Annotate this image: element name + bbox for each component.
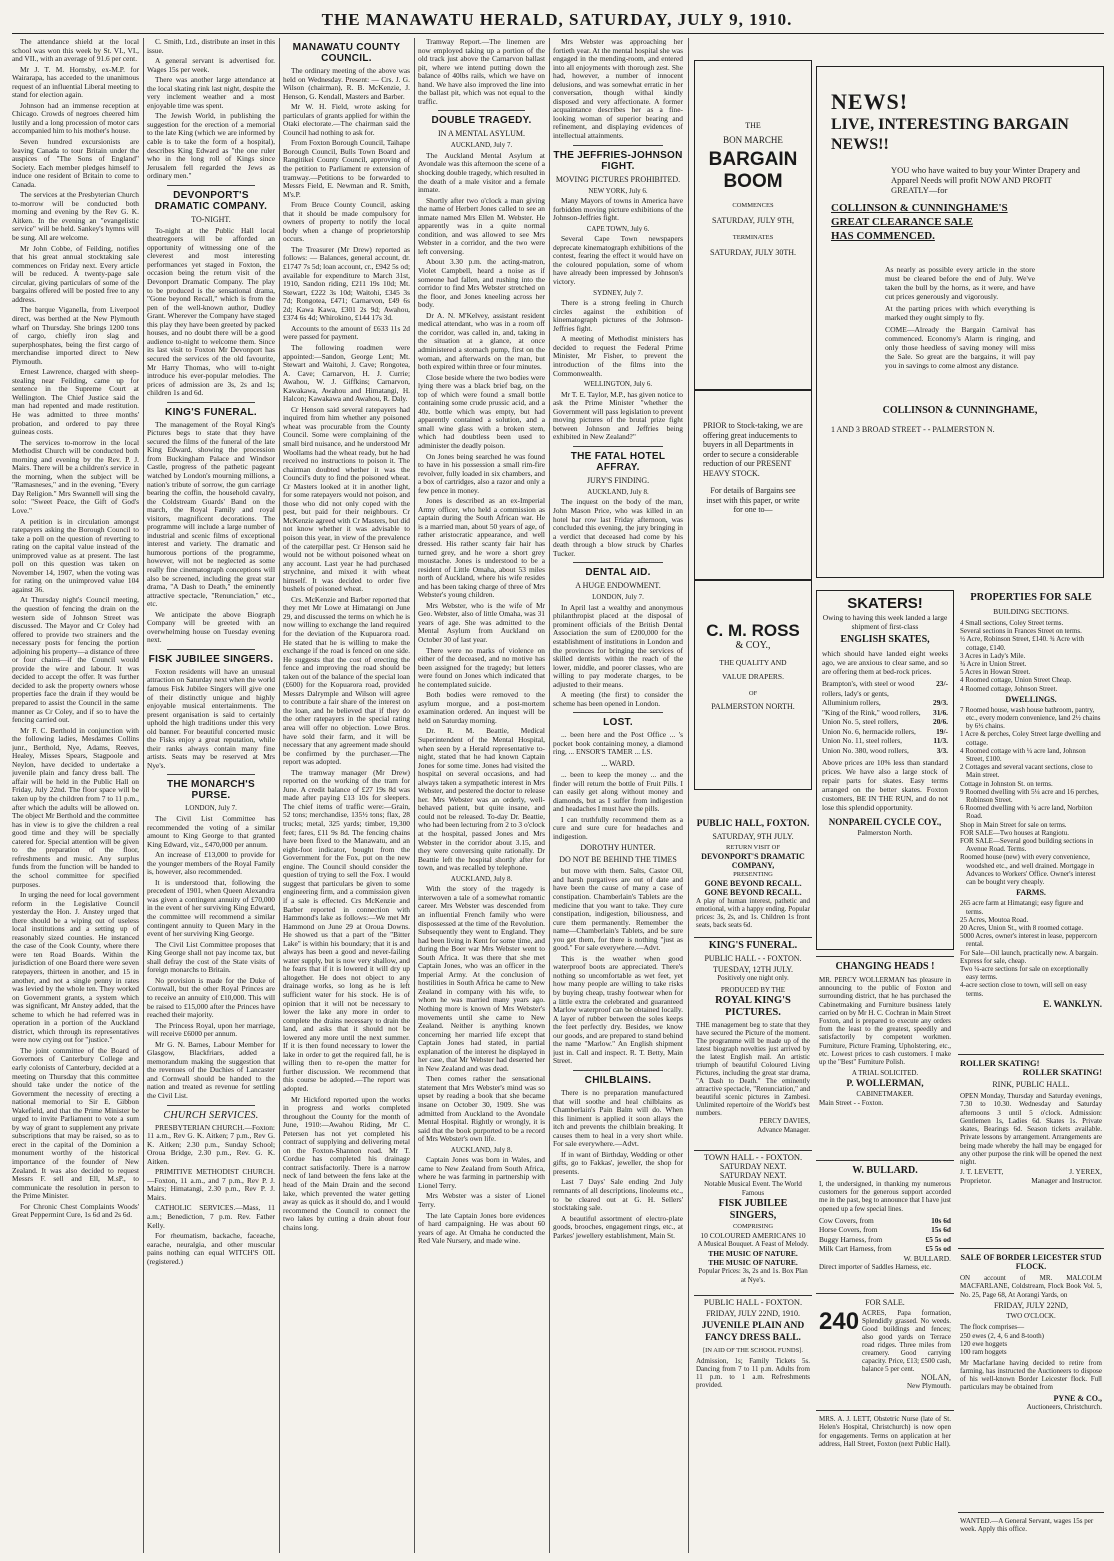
separator-rule — [167, 402, 255, 403]
paragraph: Johnson had an immense reception at Chicago. Crowds of negroes cheered him lustily and a long procession of motor cars accompanied him to his mother's house. — [12, 100, 139, 136]
article-subheading: IN A MENTAL ASYLUM. — [437, 129, 526, 139]
c-m-ross-advert: C. M. ROSS & COY., THE QUALITY AND VALUE DRAPERS. OF PALMERSTON NORTH. — [694, 580, 812, 790]
paragraph: The Treasurer (Mr Drew) reported as follows: — Balances, general account, dr. £1747 7s 5d; loan account, cr., £942 5s od; available for expenditure to March 31st, 1910, Sandon riding, £211 19s 10d; Mt. Stewart, £222 3s 10d; Waitohi, £345 3s 7d; Rongotea, £471; Carnarvon, £49 6s 2d; Kawa Kawa, £301 2s 9d; Awahou, £374 6s 4d; Whirokino, £144 17s 3d. — [283, 244, 410, 323]
list-item: 9 Roomed dwelling with 5¼ acre and 16 perches, Robinson Street. — [960, 787, 1099, 805]
paragraph: We anticipate the above Biograph Company will be greeted with an overwhelming house on Tuesday evening next. — [147, 609, 275, 645]
dateline: AUCKLAND, July 8. — [450, 874, 513, 883]
item-price: 31/6. — [933, 707, 948, 717]
article-headline: LOST. — [603, 717, 633, 729]
list-item: FOR SALE—Several good building sections in Avenue Road. Terms. — [960, 837, 1094, 854]
paragraph: The inquest on the body of the man, John Mason Price, who was killed in an hotel bar row last Friday afternoon, was concluded this evening, the jury bringing in a verdict that deceased had come by his death through a blow struck by Charles Tucker. — [553, 497, 683, 558]
column-rule — [688, 38, 689, 1553]
paragraph: ... been to keep the money ... and the finder will return the bottle of Fruit Pills. I can easily get along without money and diamonds, but as I suffer from indigestion and headaches I must have the pills. — [553, 770, 683, 814]
paragraph: To-night at the Public Hall local theatregoers will be afforded an opportunity of witnessing one of the cleverest and most interesting performances yet staged in Foxton, the occasion being the return visit of the Devonport Dramatic Company. The play to be produced is the sensational drama, "Gone beyond Recall," which is from the pen of the well-known author, Dudley Grant. Wherever the Company have staged this play they have been greeted by packed houses, and no doubt there will be a good audience to-night to welcome them. Since its last visit to Foxton Mr Devonport has secured the services of the old favourite, Mr Harry Thomas, who will to-night introduce his ever-popular melodies. The prices of admission are 3s, 2s and 1s; children 1s and 6d. — [147, 225, 275, 398]
dateline: NEW YORK, July 6. — [588, 186, 648, 195]
paragraph: Shortly after two o'clock a man giving the name of Herbert Jones called to see an inmate named Mrs Ellen M. Webster. He apparently was in a quite normal condition, and was allowed to see Mrs Webster in a corridor, and the two were left conversing. — [418, 195, 545, 256]
dateline: LONDON, July 7. — [185, 804, 237, 813]
devonport-public-hall-advert: PUBLIC HALL, FOXTON. SATURDAY, 9TH JULY. RETURN VISIT OF DEVONPORT'S DRAMATIC COMPANY, PRESENTING GONE BEYOND RECALL. GONE BEYOND RECALL. A play of human interest, pathetic and emotional, with a happy ending. Popular prices: 3s, 2s, and 1s. Children 1s front seats, back seats 6d. — [696, 819, 810, 929]
paragraph: Several Cape Town newspapers deprecate kinematograph exhibitions of the contest, fearing the effect it would have on the coloured population, some of whom have already been impressed by Johnson's victory. — [553, 234, 683, 287]
separator-rule — [438, 110, 525, 111]
paragraph: There were no marks of violence on either of the deceased, and no motive has been assigned for the tragedy; but letters were found on Jones which indicated that he contemplated suicide. — [418, 645, 545, 689]
article-headline: DEVONPORT'S DRAMATIC COMPANY. — [154, 189, 268, 212]
item-price: 20/6. — [933, 717, 948, 726]
dateline: AUCKLAND, July 8. — [450, 1145, 513, 1154]
paragraph: Mr F. C. Berthold in conjunction with the following ladies, Mesdames Collins junr., Berthold, Nye, Adams, Reeves, Healey, Misses Spears, Stagpoole and Neylon, have decided to undertake a juvenile plain and fancy dress ball. The affair will be held in the Public Hall on Friday, July 22nd. The floor space will be taken up by the children from 7 to 11 p.m., after which the adults will be allowed on. The object Mr Berthold and the committee has in view is to give the children a real good time and they will be specially catered for. Special attention will be given to the preparation of the floor, refreshments and music. Any surplus funds from the function will be handed to the school committee for specified purposes. — [12, 725, 139, 889]
item-price: 3/3. — [936, 745, 948, 755]
paragraph: It is understood that, following the precedent of 1901, when Queen Alexandra was given a contingent annuity of £70,000 in the event of her surviving King Edward, the committee will recommend a similar contingent annuity to Queen Mary in the event of her surviving King George. — [147, 877, 275, 939]
price-row — [822, 708, 948, 718]
paragraph: This is the weather when good waterproof boots are appreciated. There's nothing so uncomfortable as wet feet, yet how many people are willing to take risks by buying cheap, trashy footwear when for a little extra the celebrated and guaranteed Marlow waterproof can be obtained locally. A layer of rubber between the soles keeps the feet perfectly dry. Besides, we know our goods, and are prepared to stand behind the name "Marlow." An English shipment just in. Call and inspect. R. T. Betty, Main Street. — [553, 953, 683, 1066]
item-price: £5 5s od — [925, 1244, 951, 1254]
paragraph: but move with them. Salts, Castor Oil, and harsh purgatives are out of date and have been the cause of many a case of constipation. Chamberlain's Tablets are the medicine that you want to take. They cure constipation, indigestion, biliousness, and cure them permanently. Remember the name—Chamberlain's Tablets, and be sure you get them, for there is nothing "just as good." For sale everywhere.—Advt. — [553, 866, 683, 953]
prior-to-stocktaking-advert: PRIOR to Stock-taking, we are offering great inducements to buyers in all Departments in order to secure a considerable reduction of our PRESENT HEAVY STOCK. For details of Bargains see inset with this paper, or write for one to— — [694, 390, 812, 580]
column-1 — [12, 38, 139, 1553]
roller-skating-advert: ROLLER SKATING! ROLLER SKATING! RINK, PUBLIC HALL. OPEN Monday, Thursday and Saturday evenings, 7.30 to 10.30. Wednesday and Saturday afternoons 3 until 5 o'clock. Admission: Gentlemen 1s, Ladies 6d. Skates 1s. Private skates, Bearings 6d. Season tickets available. Private lessons by arrangement. Arrangements are being made whereby the hall may be engaged for any other purpose the rink will be opened the next night. J. T. LEVETT, J. YEREX, Proprietor. Manager and Instructor. — [958, 1054, 1104, 1244]
article-subheading: ... WARD. — [601, 759, 635, 768]
paragraph: Mr J. T. M. Hornsby, ex-M.P. for Wairarapa, has acceded to the unanimous request of an influential Liberal meeting to stand for election again. — [12, 64, 139, 100]
list-item: Express for sale, cheap. — [960, 956, 1027, 965]
item-price: 10s 6d — [931, 1215, 951, 1225]
paragraph: The management of the Royal King's Pictures begs to state that they have secured the films of the funeral of the late King Edward, showing the procession from Buckingham Palace and Windsor Castle, progress of the pathetic pageant watched by London's mourning millions, a nation's tribute of sorrow, the gun carriage bearing the coffin, the household cavalry, the Coldstream Guards' Band on the march, the Royal Family and royal visitors, magnificent decorations. The programme will include a large number of industrial and scenic films of exceptional interest and variety. The dramatic and humorous portions of the programme, however, will not be neglected as some really fine cinematograph conceptions will also be screened, including the great star drama, "A Dash to Death," the eminently attractive spectacle, "Renunciation," etc., etc. — [147, 419, 275, 609]
paragraph: On Jones being searched he was found to have in his possession a small rim-fire revolver, fully loaded in six chambers, and a box of cartridges, also a razor and only a few pence in money. — [418, 451, 545, 495]
column-5 — [553, 38, 683, 1553]
article-headline: DOUBLE TRAGEDY. — [431, 115, 532, 127]
paragraph: Dr A. N. M'Kelvey, assistant resident medical attendant, who was in a room off the corridor, was called in, and, taking in the situation at a glance, at once administered a stomach pump, first on the woman, and afterwards on the man, but both expired within three or four minutes. — [418, 310, 545, 372]
price-row — [819, 1225, 951, 1235]
paragraph: I can truthfully recommend them as a cure and sure cure for headaches and indigestion. — [553, 814, 683, 841]
list-item: 7 Roomed house, wash house bathroom, pantry, etc., every modern convenience, land 2½ chains by 6½ chains. — [960, 705, 1101, 731]
list-item: 2 Cottages and several vacant sections, close to Main street. — [960, 763, 1093, 780]
paragraph: Then comes rather the sensational statement that Mrs Webster's mind was so upset by reading a book that she became insane on October 30, 1909. She was admitted from Auckland to the Avondale Mental Hospital. Rightly or wrongly, it is said that the book purported to be a record of Mrs Webster's own life. — [418, 1074, 545, 1144]
paragraph: There is a strong feeling in Church circles against the exhibition of kinematograph pictures of the Johnson-Jeffries fight. — [553, 298, 683, 333]
masthead: THE MANAWATU HERALD, SATURDAY, JULY 9, 1910. — [321, 10, 793, 29]
paragraph: The Civil List Committee proposes that King George shall not pay income tax, but shall defray the cost of the State visits of foreign monarchs to Britain. — [147, 939, 275, 975]
paragraph: An increase of £13,000 to provide for the younger members of the Royal Family is, however, also recommended. — [147, 850, 275, 877]
paragraph: Accounts to the amount of £633 11s 2d were passed for payment. — [283, 323, 410, 342]
list-item: 4-acre section close to town, will sell on easy terms. — [960, 981, 1087, 998]
paragraph: For Chronic Chest Complaints Woods' Great Peppermint Cure, 1s 6d and 2s 6d. — [12, 1201, 139, 1220]
article-headline: MANAWATU COUNTY COUNCIL. — [292, 42, 401, 64]
paragraph: Mr Hickford reported upon the works in progress and works completed throughout the County for the month of June, 1910:—Awahou Riding, Mr C. Petersen has not yet completed his contract of supplying and delivering metal on the Foxton-Shannon road. Mr T. Cordue has completed his drainage contract satisfactorily. There is a narrow neck of land between the fens lake at the head of the Main Drain and the second lake, which prevented the water getting away as quick as it should do, and I would recommend the Council to connect the two lakes by cutting a drain about four chains long. — [283, 1094, 410, 1232]
paragraph: PRIMITIVE METHODIST CHURCH.—Foxton, 11 a.m., and 7 p.m., Rev P. J. Mairs; Himatangi, 2.30 p.m., Rev P. J. Mairs. — [147, 1167, 275, 1202]
price-row — [822, 746, 948, 756]
list-item: 4 Roomed cottage, Union Street Cheap. — [960, 676, 1072, 685]
paragraph: CATHOLIC SERVICES.—Mass, 11 a.m.; Benediction, 7 p.m. Rev. Father Kelly. — [147, 1203, 275, 1230]
price-row — [822, 717, 948, 727]
paragraph: Mrs Webster was a sister of Lionel Terry. — [418, 1191, 545, 1209]
paragraph: Foxton residents will have an unusual attraction on Saturday next when the world famous Fisk Jubilee Singers will give one of their distinctly unique and highly enjoyable musical entertainments. The present organisation is said to certainly uphold the high traditions under this very old banner. For beautiful concerted music the Fisks enjoy a great reputation, while their ranks always contain many fine artists. Seats may be reserved at Mrs Nye's. — [147, 666, 275, 770]
item-price: 11/3. — [933, 736, 948, 745]
list-item: For Sale—Oil launch, practically new. A bargain. — [960, 948, 1099, 957]
list-item: 1 Acre & perches, Coley Street large dwelling and cottage. — [960, 730, 1101, 747]
skates-price-list — [822, 679, 948, 755]
price-row — [822, 679, 948, 698]
properties-for-sale-advert: PROPERTIES FOR SALE BUILDING SECTIONS. 4 Small sections, Coley Street terms. Several sections in Frances Street on terms. ½ Acre, Robinson Street, £140. ¾ Acre with cottage, £140. 3 Acres in Lady's Mile. ¾ Acre in Union Street. 5 Acres in Howan Street. 4 Roomed cottage, Union Street Cheap. 4 Roomed cottage, Johnson Street. DWELLINGS. 7 Roomed house, wash house bathroom, pantry, etc., every modern convenience, land 2½ chains by 6½ chains. 1 Acre & perches, Coley Street large dwelling and cottage. 4 Roomed cottage with ¼ acre land, Johnson Street, £100. 2 Cottages and several vacant sections, close to Main street. Cottage in Johnston St. on terms. 9 Roomed dwelling with 5¼ acre and 16 perches, Robinson Street. 6 Roomed dwelling with ¾ acre land, Norbiton Road. Shop in Main Street for sale on terms. FOR SALE—Two houses at Rangiotu. FOR SALE—Several good building sections in Avenue Road. Terms. Roomed house (new) with every convenience, woodshed etc., and well drained. Mortgage in Advances to Workers' Office. Owner's interest can be bought very cheaply. FARMS. 265 acre farm at Himatangi; easy figure and terms. 25 Acres, Moutoa Road. 20 Acres, Union St., with 8 roomed cottage. 5000 Acres, owner's interest in lease, peppercorn rental. For Sale—Oil launch, practically new. A bargain. Express for sale, cheap. Two ¼-acre sections for sale on exceptionally easy terms. 4-acre section close to town, will sell on easy terms. E. WANKLYN. — [960, 592, 1102, 1009]
article-headline: DENTAL AID. — [585, 567, 651, 579]
paragraph: Ernest Lawrence, charged with sheep-stealing near Feilding, came up for sentence in the Supreme Court at Wellington. The Chief Justice said the man had repented and made restitution. He was admitted to three months' probation, and ordered to pay three guineas costs. — [12, 367, 139, 437]
paragraph: Many Mayors of towns in America have forbidden moving picture exhibitions of the Johnson-Jeffries fight. — [553, 196, 683, 223]
list-item: FOR SALE—Two houses at Rangiotu. — [960, 828, 1069, 837]
paragraph: From Bruce County Council, asking that it should be made compulsory for owners of property to notify the local body when a change of proprietorship occurs. — [283, 200, 410, 244]
item-price: 19/- — [936, 726, 948, 736]
paragraph: C. Smith, Ltd., distribute an inset in this issue. — [147, 38, 275, 55]
list-item: Shop in Main Street for sale on terms. — [960, 820, 1067, 829]
paragraph: The Jewish World, in publishing the suggestion for the erection of a memorial to the late King (which we are informed by cable is to take the form of a hospital), describes King Edward as "the one ruler who in the long roll of Kings since Jerusalem fell regarded the Jews as ordinary men." — [147, 111, 275, 181]
item-price: 23/- — [936, 679, 948, 688]
paragraph: Cr Henson said several ratepayers had inquired from him whether any poisoned wheat was procurable from the County Council. Some were complaining of the small bird nuisance, and he understood Mr Woollams had the wheat ready, but he had received no instructions to poison it. The chairman doubted whether it was the Council's duty to find the poisoned wheat. Cr Masters looked at it in another light, for some ratepayers would not poison, and those who did not only coped with the pest, but paid for their neighbours. Cr McKenzie agreed with Cr Masters, but did not know whether it was advisable to poison this year, in view of the prevalence of the caterpillar pest. Cr Henson said he would not be without poisoned wheat on any account. Last year he had purchased strychnine, and mixed it with wheat himself. It was decided to order five bushels of poisoned wheat. — [283, 404, 410, 594]
column-rule — [549, 38, 550, 1553]
paragraph: A petition is in circulation amongst ratepayers asking the Borough Council to take a poll on the question of reverting to rating on the capital value instead of the unimproved value as at present. The last poll on this question was taken on November 14, 1907, when the voting was for rating on the unimproved value 104 against 36. — [12, 516, 139, 594]
paragraph: A meeting of Methodist ministers has decided to request the Federal Prime Minister, Mr Fisher, to prevent the introduction of the films into the Commonwealth. — [553, 334, 683, 378]
item-name: Horse Covers, from — [819, 1225, 878, 1235]
dateline: AUCKLAND, July 7. — [450, 141, 513, 150]
paragraph: For rheumatism, backache, faceache, earache, neuralgia, and other muscular pains nothing can equal WITCH'S OIL (registered.) — [147, 1231, 275, 1266]
item-name: Union No. 11, steel rollers, — [822, 736, 902, 745]
paragraph: Crs. McKenzie and Barber reported that they met Mr Lowe at Himatangi on June 29, and discussed the terms on which he is now willing to exchange the land required for the deviation of the Kupuarora road. He stated that he is willing to make the exchange if the road is fenced on one side. He suggests that the cost of erecting the fence and improving the road should be taken out of the balance of the special loan (£600) for the Kopuarora road, provided Messrs Dalrymple and Wilson will agree to contribute a fair share of the interest on the loan, and he believed that if they do the other ratepayers in the special rating area will offer no objection. Lowe Bros. have sold their farm, and it will be necessary that any agreement made should be confirmed by the purchaser.—The report was adopted. — [283, 594, 410, 767]
list-item: 120 ewe hoggets — [960, 1340, 1008, 1349]
list-item: 5000 Acres, owner's interest in lease, peppercorn rental. — [960, 932, 1097, 949]
section-headline: CHURCH SERVICES. — [163, 1109, 259, 1121]
paragraph: Mrs Webster was approaching her fortieth year. At the mental hospital she was engaged in the mending-room, and entered into all enjoyments with thorough zest. She had, however, a number of innocent delusions, and was somewhat erratic in her conversation, though withal kindly disposed and very affectionate. A former acquaintance describes her as a fine-looking woman of superior bearing and refinement, and displaying evidences of intellectual attainments. — [553, 38, 683, 141]
article-headline: CHILBLAINS. — [584, 1074, 652, 1086]
list-item: 4 Roomed cottage with ¼ acre land, Johnson Street, £100. — [960, 746, 1086, 764]
item-name: Brampton's, with steel or wood rollers, lady's or gents, — [822, 679, 915, 698]
masthead-rule — [12, 33, 1104, 34]
paragraph: In urging the need for local government reform in the Legislative Council yesterday the Hon. J. Anstey urged that there should be a wiping out of useless local institutions and a setting up of reasonably sized counties. He instanced the case of the Cook County, where there were ten Road Boards. Within the jurisdiction of one Board there were seven ratepayers, thirteen in another, and 15 in another, and not a single penny in rates was levied by the whole ten. They worked on Government grants, a system which was significant, Mr Anstey added, that the scheme to which he had referred was in operation in a portion of the Auckland district, which through its representatives were now crying out for "justice." — [12, 890, 139, 1045]
nurse-lett-advert: MRS. A. J. LETT, Obstetric Nurse (late of St. Helen's Hospital, Christchurch) is now open for engagements. Terms on application at her address, Hall Street, Foxton (next Public Hall). — [816, 1410, 954, 1480]
dwelling-list — [960, 706, 1102, 886]
paragraph: PRESBYTERIAN CHURCH.—Foxton: 11 a.m., Rev G. K. Aitken; 7 p.m., Rev G. K. Aitken; 2.30 p.m., Sunday School; Oroua Bridge, 2.30 p.m., Rev. G. K. Aitken. — [147, 1122, 275, 1166]
article-subheading: TO-NIGHT. — [191, 214, 231, 224]
item-name: "King of the Rink," wood rollers, — [822, 707, 921, 717]
paragraph: Mr T. E. Taylor, M.P., has given notice to ask the Prime Minister "whether the Government will pass legislation to prevent moving pictures of the brutal prize fight between Johnson and Jeffries being exhibited in New Zealand?" — [553, 389, 683, 442]
item-name: Union No. 380, wood rollers, — [822, 745, 909, 755]
article-subheading: DOROTHY HUNTER. — [580, 843, 656, 853]
farm-for-sale-advert: FOR SALE. 240 ACRES, Papa formation, Splendidly grassed. No weeds. Good buildings and fences; also good yards on Terrace road ridges. Three miles from creamery. Good carrying capacity. Price, £13; £500 cash, balance 5 per cent. NOLAN, New Plymouth. — [816, 1293, 954, 1403]
item-name: Buggy Harness, from — [819, 1234, 883, 1244]
price-row — [822, 736, 948, 746]
item-name: Union No. 6, hermacide rollers, — [822, 726, 916, 736]
separator-rule — [167, 774, 255, 775]
price-row — [822, 727, 948, 737]
list-item: 5 Acres in Howan Street. — [960, 668, 1031, 677]
price-row — [819, 1235, 951, 1245]
paragraph: With the story of the tragedy is interwoven a tale of a somewhat romantic career. Mrs Webster was descended from an influential French family who were dispossessed at the time of the Revolution. Subsequently they went to England. They had been living in Kent for some time, and during the Boer war Mrs Webster went to South Africa. It was there that she met Captain Jones, who was an officer in the Imperial Army. At the conclusion of hostilities in South Africa he came to New Zealand in company with his wife, to whom he was married many years ago. Nothing more is known of Mrs Webster's movements until she came to New Zealand. Neither is anything known concerning her married life except that Captain Jones had stated, in partial explanation of the interest he displayed in her case, that Mr Webster had deserted her in New Zealand and was dead. — [418, 884, 545, 1073]
changing-heads-advert: CHANGING HEADS ! MR. PERCY WOLLERMAN has pleasure in announcing to the public of Foxton and surrounding district, that he has purchased the Cabinetmaking and Furniture business lately carried on by Mr H. C. Cochran in Main Street Foxton, and is prepared to execute any orders from the least to the greatest, speedily and satisfactorily by competent workmen. Furniture, Picture Framing, Upholstering, etc., etc. Lowest prices to cash customers. I make up the "Best" Furniture Polish. A TRIAL SOLICITED. P. WOLLERMAN, CABINETMAKER. Main Street - - Foxton. — [816, 956, 954, 1156]
separator-rule — [573, 712, 663, 713]
paragraph: About 3.30 p.m. the acting-matron, Violet Campbell, heard a noise as if someone had fallen, and rushing into the corridor to find Mrs Webster stretched on the floor, and Jones kneeling across her body. — [418, 257, 545, 310]
list-item: 25 Acres, Moutoa Road. — [960, 915, 1029, 924]
item-name: Alluminium rollers, — [822, 698, 881, 707]
paragraph: Mr G. N. Barnes, Labour Member for Glasgow, Blackfriars, added a memorandum making the suggestion that the revenues of the Duchies of Lancaster and Cornwall should be handed to the nation and treated as revenue for settling the Civil List. — [147, 1039, 275, 1100]
column-rule — [279, 38, 280, 1553]
paragraph: A beautiful assortment of electro-plate goods, brooches, engagement rings, etc., at Parkes' jewellery establishment, Main St. — [553, 1213, 683, 1240]
paragraph: No provision is made for the Duke of Cornwall, but the other Royal Princes are to receive an annuity of £10,000. This will be raised to £15,000 after the Princes have reached their majority. — [147, 975, 275, 1020]
list-item: 3 Acres in Lady's Mile. — [960, 651, 1026, 660]
property-list — [960, 619, 1102, 693]
dateline: LONDON, July 7. — [592, 593, 644, 602]
border-leicester-advert: SALE OF BORDER LEICESTER STUD FLOCK. ON account of MR. MALCOLM MACFARLANE, Coldstream, Flock Book Vol. 5, No. 25, Page 68, At Aorangi Yards, on FRIDAY, JULY 22ND, TWO O'CLOCK. The flock comprises— 250 ewes (2, 4, 6 and 8-tooth) 120 ewe hoggets 100 ram hoggets Mr Macfarlane having decided to retire from farming, has instructed the Auctioneers to dispose of his well-known Border Leicester flock. Full particulars may be obtained from PYNE & CO., Auctioneers, Christchurch. — [958, 1248, 1104, 1508]
list-item: 4 Small sections, Coley Street terms. — [960, 619, 1064, 627]
item-name: Milk Cart Harness, from — [819, 1244, 892, 1254]
dateline: SYDNEY, July 7. — [593, 288, 643, 297]
paragraph: Mr W. H. Field, wrote asking for particulars of grants applied for within the Otaki electorate.—The chairman said the Council had nothing to ask for. — [283, 102, 410, 137]
article-subheading: A HUGE ENDOWMENT. — [575, 581, 661, 591]
column-3 — [283, 38, 410, 1553]
farm-list — [960, 899, 1102, 997]
list-item: Roomed house (new) with every convenience, woodshed etc., and well drained. Mortgage in Advances to Workers' Office. Owner's interest can be bought very cheaply. — [960, 853, 1096, 887]
acreage-number: 240 — [819, 1308, 860, 1335]
list-item: ½ Acre, Robinson Street, £140. ¾ Acre with cottage, £140. — [960, 635, 1085, 652]
article-subheading: DO NOT BE BEHIND THE TIMES — [559, 855, 677, 865]
paragraph: From Foxton Borough Council, Taihape Borough Council, Bulls Town Board and Rangitikei County Council, approving of the petition to Parliament re extension of tramway.—Petitions to be forwarded to Messrs Field, E. Newman and R. Smith, M's.P. — [283, 138, 410, 199]
article-subheading: MOVING PICTURES PROHIBITED. — [555, 174, 681, 184]
item-price: 15s 6d — [931, 1225, 951, 1235]
separator-rule — [167, 185, 255, 186]
separator-rule — [167, 1105, 255, 1106]
list-item: 100 ram hoggets — [960, 1348, 1007, 1357]
list-item: 6 Roomed dwelling with ¾ acre land, Norbiton Road. — [960, 804, 1093, 821]
paragraph: Tramway Report.—The linemen are now employed taking up a portion of the old track just above the Carnarvon ballast pit, where we intend putting down the balance of 40lbs rails, which we have on hand. We have also improved the line into the ballast pit, which was not equal to the traffic. — [418, 38, 545, 106]
dateline: AUCKLAND, July 8. — [587, 487, 649, 496]
price-row — [819, 1216, 951, 1226]
list-item: ¾ Acre in Union Street. — [960, 660, 1027, 669]
paragraph: There is no preparation manufactured that will soothe and heal chilblains as Chamberlain's Pain Balm will do. When this liniment is applied it soon allays the itch and prevents the chilblain breaking. It causes them to heal in a very short while. For sale everywhere.—Advt. — [553, 1087, 683, 1149]
paragraph: The Auckland Mental Asylum at Avondale was this afternoon the scene of a shocking double tragedy, which resulted in the death of a male visitor and a female inmate. — [418, 150, 545, 195]
wanted-servant-advert: WANTED.—A General Servant, wages 15s per week. Apply this office. — [958, 1512, 1104, 1552]
bon-marche-advert: THE BON MARCHE BARGAIN BOOM COMMENCES SATURDAY, JULY 9TH, TERMINATES SATURDAY, JULY 30TH. — [694, 60, 812, 390]
price-row — [822, 698, 948, 708]
paragraph: There was another large attendance at the local skating rink last night, despite the very inclement weather and a most enjoyable time was spent. — [147, 75, 275, 110]
paragraph: Last 7 Days' Sale ending 2nd July remnants of all descriptions, linoleums etc., to be cleared out at G. H. Sellers' stocktaking sale. — [553, 1177, 683, 1213]
paragraph: In April last a wealthy and anonymous philanthropist placed at the disposal of prominent officials of the British Dental Association the sum of £200,000 for the establishment of institutions in London and the provinces for bringing the services of skilled dentists within the reach of the lower, middle, and poorer classes, who are willing to pay moderate charges, to be adjusted to their means. — [553, 602, 683, 689]
column-4 — [418, 38, 545, 1553]
paragraph: Mrs Webster, who is the wife of Mr Geo. Webster, also of little Omaha, was 31 years of age. She was admitted to the Mental Asylum from Auckland on October 30 of last year. — [418, 600, 545, 644]
paragraph: Seven hundred excursionists are leaving Canada to tour Britain under the auspices of "The Sons of England" Society. Each member pledges himself to induce one resident of Britain to come to Canada. — [12, 137, 139, 189]
paragraph: Jones is described as an ex-Imperial Army officer, who held a commission as captain during the South African war. He is a married man, about 50 years of age, of rather aristocratic appearance, and well dressed. His rather scanty fair hair has turned grey, and he wore a short grey moustache. Jones is understood to be a resident of Little Omaha, about 53 miles north of Auckland, where his wife resides and has been taking charge of three of Mrs Webster's young children. — [418, 496, 545, 600]
separator-rule — [573, 446, 663, 447]
paragraph: The Civil List Committee has recommended the voting of a similar amount to King George to that granted King Edward, viz., £470,000 per annum. — [147, 814, 275, 849]
article-subheading: JURY'S FINDING. — [586, 475, 650, 485]
paragraph: The joint committee of the Board of Governors of Canterbury College and early colonists of Canterbury, decided at a meeting on Thursday that this committee should take under the notice of the Government the necessity of erecting a national memorial to Sir E. Gibbon Wakefield, and that the Prime Minister be urged to invite Parliament to vote a sum by way of grant to supplement any private subscriptions that may be raised, so as to erect in the capital of the Dominion a monument worthy of the historical importance of the founder of New Zealand. It was also decided to request Messrs F. sell and Ell, M.sP., to communicate the resolution in person to the Prime Minister. — [12, 1045, 139, 1201]
paragraph: The tramway manager (Mr Drew) reported on the working of the tram for June. A credit balance of £27 19s 8d was made after paying £13 10s for sleepers. The chief items of traffic were:—Grain, 52 tons; merchandise, 135½ tons; flax, 28 trucks; metal, 325 yards; timber, 19,300 feet; fares, £11 9s 8d. The fencing chains have been fixed to the Manawatu, and an eight-foot indicator, bought from the Government for the Fox, put on the new engine. The Council should consider the question of trying to sell the Fox. I would suggest that particulars be given to some engineering firm, and a commission given if a sale is effected. Crs McKenzie and Barber reported in connection with Hammond's lake as follows:—We met Mr Hammond on June 29 at Oroua Downs. He showed us that a part of the "Bitter Lake" is within his boundary; that it is and always has been a good and never-failing water supply, but is now very shallow, and he fears that if it is lowered it will dry up altogether. He does not object to any drainage works, so long as he is left sufficient water for his stock. He is of opinion that it will not be necessary to lower the lake any more in order to complete the drains necessary to drain the land, and asks that it should not be lowered any more until the next summer. If it is then found necessary to lower the lake in order to get the required fall, he is willing then to re-open the matter for further discussion. We recommend that this course be adopted.—The report was adopted. — [283, 767, 410, 1093]
paragraph: Dr. R. M. Beattie, Medical Superintendent of the Mental Hospital, when seen by a Herald representative to-night, stated that he had known Captain Jones for some time. Jones had visited the hospital on several occasions, and had always taken a sympathetic interest in Mrs Webster, and pestered the doctor to release her. Mrs Webster was an orderly, well-behaved patient, but quite insane, and could not be released. To-day Dr. Beattie, who had been lecturing from 2 to 3 o'clock at the hospital, passed Jones and Mrs Webster in the corridor about 3.15, and they were conversing quite rationally. Dr Beattie left the hospital shortly after for town, and was recalled by telephone. — [418, 726, 545, 873]
list-item: Several sections in Frances Street on terms. — [960, 627, 1082, 636]
paragraph: If in want of Birthday, Wedding or other gifts, go to Fakkas', jeweller, the shop for presents. — [553, 1149, 683, 1176]
paragraph: The ordinary meeting of the above was held on Wednesday. Present: — Crs. J. G. Wilson (chairman), R. B. McKenzie, J. Henson, G. Kendall, Masters and Barber. — [283, 66, 410, 101]
column-rule — [414, 38, 415, 1553]
news-bargain-advert: NEWS! LIVE, INTERESTING BARGAIN NEWS!! YOU who have waited to buy your Winter Drapery and Apparel Needs will profit NOW AND PROFIT GREATLY—for COLLINSON & CUNNINGHAME'S GREAT CLEARANCE SALE HAS COMMENCED. As nearly as possible every article in the store must be cleared before the end of July. We've taken the bull by the horns, as it were, and have cut prices generously and vigorously. At the parting prices with which everything is marked they ought simply to fly. COME—Already the Bargain Carnival has commenced. Economy's Alarm is ringing, and only those heedless of saving money will miss the Sale. So great are the bargains, it will pay you in savings to come almost any distance. COLLINSON & CUNNINGHAME, 1 AND 3 BROAD STREET - - PALMERSTON N. — [816, 66, 1104, 578]
paragraph: Captain Jones was born in Wales, and came to New Zealand from South Africa, where he was farming in partnership with Lionel Terry. — [418, 1155, 545, 1190]
article-headline: THE MONARCH'S PURSE. — [167, 779, 255, 802]
list-item: 4 Roomed cottage, Johnson Street. — [960, 684, 1058, 693]
list-item: 20 Acres, Union St., with 8 roomed cottage. — [960, 923, 1084, 932]
paragraph: A meeting (the first) to consider the scheme has been opened in London. — [553, 690, 683, 708]
column-2 — [147, 38, 275, 1553]
column-rule — [143, 38, 144, 1553]
paragraph: At Thursday night's Council meeting, the question of fencing the drain on the western side of Johnson Street was discussed. The Mayor and Cr Coley had offered to provide two strainers and the necessary posts for fencing the portion adjoining his property—a distance of three or four chains—if the Council would provide the wire and labour. It was decided to accept the offer. It was further decided to ask the property owners whose properties face the drain if they would be prepared to assist the Council in the same manner as Cr Coley, and if so to have the fencing carried out. — [12, 595, 139, 725]
item-name: Union No. 5, steel rollers, — [822, 717, 899, 726]
dateline: CAPE TOWN, July 6. — [586, 224, 650, 233]
flock-list — [960, 1332, 1102, 1357]
paragraph: The attendance shield at the local school was won this week by St. VI., VI., and VII., with an average of 91.6 per cent. — [12, 38, 139, 64]
paragraph: ... been here and the Post Office ... 's pocket book containing money, a diamond ring, ... ENSOR'S TAMER ... LS. — [553, 730, 683, 757]
article-headline: THE FATAL HOTEL AFFRAY. — [570, 450, 666, 473]
bullard-advert: W. BULLARD. I, the undersigned, in thanking my numerous customers for the generous support accorded me in the past, beg to announce that I have just opened up a few special lines. Cow Covers, from 10s 6d Horse Covers, from 15s 6d Buggy Harness, from £5 5s od Milk Cart Harness, from £5 5s od W. BULLARD. Direct importer of Saddles Harness, etc. — [816, 1160, 954, 1290]
paragraph: The Princess Royal, upon her marriage, will receive £6000 per annum. — [147, 1020, 275, 1039]
price-row — [819, 1244, 951, 1254]
list-item: Two ¼-acre sections for sale on exceptionally easy terms. — [960, 964, 1089, 982]
paragraph: Both bodies were removed to the asylum morgue, and a post-mortem examination ordered. An inquest will be held on Saturday morning. — [418, 690, 545, 725]
separator-rule — [573, 1070, 663, 1071]
fisk-jubilee-advert: TOWN HALL - - FOXTON. SATURDAY NEXT. SATURDAY NEXT. Notable Musical Event. The World Famous FISK JUBILEE SINGERS, COMPRISING 10 COLOURED AMERICANS 10 A Musical Bouquet. A Feast of Melody. THE MUSIC OF NATURE. THE MUSIC OF NATURE. Popular Prices: 3s, 2s and 1s. Box Plan at Nye's. — [694, 1150, 812, 1292]
paragraph: The following roadmen were appointed:—Sandon, George Lent; Mt. Stewart and Waitohi, J. Cave; Rongotea, A. Cave; Carnarvon, H. J. Currie; Awahou, W. J. Giffkins; Carnarvon, Kawakawa, Awahou and Himatangi, H. Halcon; Kawakawa and Awahou, R. Daly. — [283, 342, 410, 404]
separator-rule — [573, 145, 663, 146]
item-name: Cow Covers, from — [819, 1215, 874, 1225]
separator-rule — [573, 562, 663, 563]
kings-funeral-advert: KING'S FUNERAL. PUBLIC HALL - - FOXTON. TUESDAY, 12TH JULY. Positively one night only. PRODUCED BY THE ROYAL KING'S PICTURES. THE management beg to state that they have secured the Picture of the moment. The programme will be made up of the latest biograph novelties just arrived by the latest English mail. An artistic triumph of beautiful Coloured Living Pictures, including the great star drama, "A Dash to Death." The eminently attractive spectacle, "Renunciation," and beautiful scenic pictures in Zambesi. Unlimited repertoire of the World's best numbers. PERCY DAVIES, Advance Manager. — [694, 937, 812, 1147]
skaters-advert: SKATERS! Owing to having this week landed a large shipment of first-class ENGLISH SKATES, which should have landed eight weeks ago, we are anxious to clear same, and so are offering them at bed-rock prices. Brampton's, with steel or wood rollers, lady's or gents, 23/- Alluminium rollers, 29/3. "King of the Rink," wood rollers, 31/6. Union No. 5, steel rollers, 20/6. Union No. 6, hermacide rollers, 19/- Union No. 11, steel rollers, 11/3. Union No. 380, wood rollers, 3/3. Above prices are 10% less than standard prices. We have also a large stock of repair parts for skates. Easy terms arranged on the better skates. Foxton customers, BE IN THE RUN, and do not lose this splendid opportunity. NONPAREIL CYCLE COY., Palmerston North. — [816, 590, 954, 950]
item-price: 29/3. — [933, 698, 948, 707]
item-price: £5 5s od — [925, 1234, 951, 1244]
juvenile-ball-advert: PUBLIC HALL - FOXTON. FRIDAY, JULY 22ND, 1910. JUVENILE PLAIN AND FANCY DRESS BALL. [IN AID OF THE SCHOOL FUNDS]. Admission, 1s; Family Tickets 5s. Dancing from 7 to 11 p.m. Adults from 11 p.m. to 1 a.m. Refreshments provided. — [694, 1295, 812, 1407]
paragraph: Close beside where the two bodies were lying there was a black brief bag, on the top of which were found a small bottle containing some crude prussic acid, and a 40z. bottle which was empty, but had apparently contained a solution, and a small wine glass with a broken stem, which had doubtless been used to administer the deadly poison. — [418, 372, 545, 450]
paragraph: The services at the Presbyterian Church to-morrow will be conducted both morning and evening by the Rev G. K. Aitken. In the evening an "evangelistic service" will be held. Sankey's hymns will be sung. All are welcome. — [12, 190, 139, 243]
article-headline: THE JEFFRIES-JOHNSON FIGHT. — [553, 149, 683, 172]
article-headline: FISK JUBILEE SINGERS. — [148, 653, 274, 665]
separator-rule — [167, 649, 255, 650]
paragraph: A general servant is advertised for. Wages 15s per week. — [147, 56, 275, 74]
paragraph: The late Captain Jones bore evidences of hard campaigning. He was about 60 years of age. At Omaha he conducted the Red Vale Nursery, and made wine. — [418, 1210, 545, 1246]
paragraph: Mr John Cobbe, of Feilding, notifies that his great annual stocktaking sale commences on Friday next. Every article will be reduced. A twenty-page sale circular, giving particulars of some of the bargains offered will be posted free to any address. — [12, 243, 139, 304]
list-item: 265 acre farm at Himatangi; easy figure and terms. — [960, 899, 1084, 916]
paragraph: The barque Viganella, from Liverpool direct, was berthed at the New Plymouth wharf on Thursday. She brings 1200 tons of cargo, chiefly iron slag and superphosphates, being the first cargo of merchandise imported direct to New Plymouth. — [12, 305, 139, 366]
paragraph: The services to-morrow in the local Methodist Church will be conducted both morning and evening by the Rev. P. J. Mairs. There will be a children's service in the morning, when the subject will be "Ramasneses," and in the evening, "Every Day Religion." Mrs Swannell will sing the solo: "Sweet Peace, the Gift of God's Love." — [12, 437, 139, 515]
article-headline: KING'S FUNERAL. — [165, 406, 257, 418]
list-item: 250 ewes (2, 4, 6 and 8-tooth) — [960, 1331, 1044, 1340]
list-item: Cottage in Johnston St. on terms. — [960, 779, 1053, 788]
harness-price-list — [819, 1216, 951, 1254]
dateline: WELLINGTON, July 6. — [583, 380, 653, 389]
